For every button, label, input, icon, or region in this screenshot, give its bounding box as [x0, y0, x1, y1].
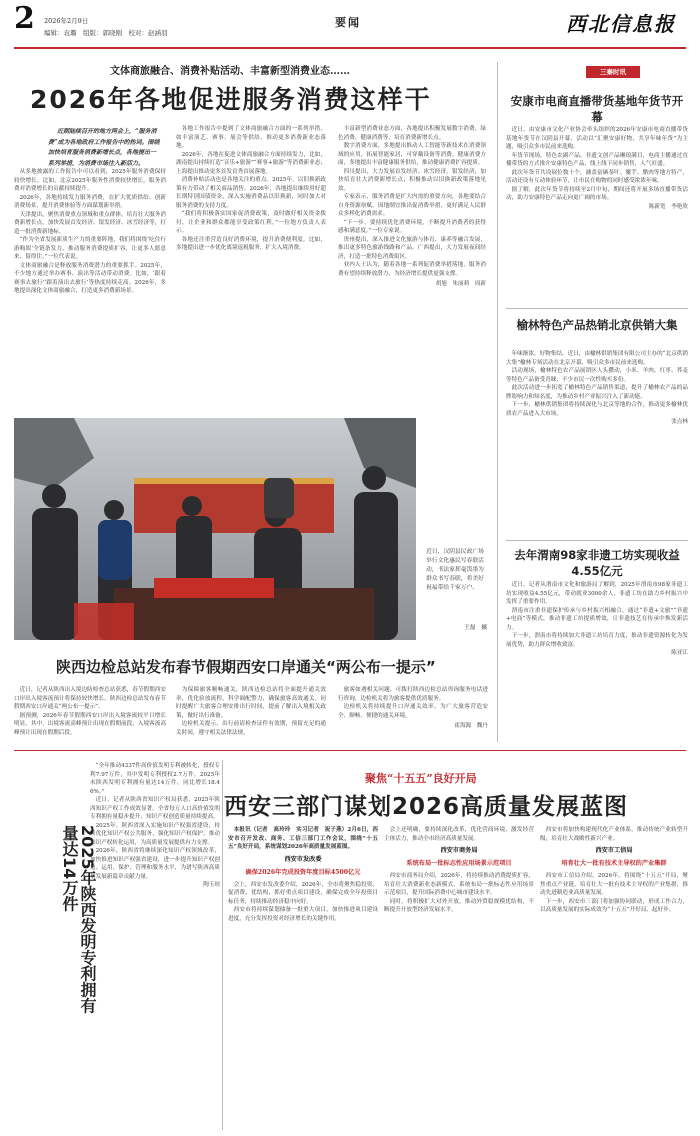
- paragraph: 四川提出，大力发展首发经济、冰雪经济、银发经济，加快培育壮大消费新增长点；积极推动以旧换新政策落地见效。: [338, 168, 486, 192]
- paragraph: 2026年，各地在促进文体商旅融合方面持续发力，比如，湖南提出持续打造“音乐+旅游”“赛事+旅游”等消费新业态；上海提出推动更多首发首秀首展落地。: [176, 151, 326, 175]
- calligraphy-event-photo: [14, 418, 416, 640]
- brief-divider: [506, 540, 688, 541]
- lead-byline: 胡旭 朱丽莉 周新: [435, 281, 486, 287]
- xian-kicker: 聚焦“十五五”良好开局: [365, 772, 477, 785]
- brief-2-body: [506, 350, 688, 427]
- sub-section-headline: 确保2026年完成投资年度目标4500亿元: [245, 868, 361, 876]
- xian-headline: 西安三部门谋划2026高质量发展蓝图: [224, 794, 629, 820]
- paragraph: 会上，西安市发改委介绍，2026年，全市将聚焦稳投资、促消费、优结构，抓好重点项目建设，确保完成全年投资目标任务，持续推动经济稳中向好。: [228, 881, 378, 905]
- paragraph: 据了解，此次年货节将持续至2月中旬，期间还将开展多场直播带货活动，助力安康特色产品走向更广阔的市场。: [506, 186, 688, 201]
- paragraph: 专家表示，服务消费是扩大内需的重要方向，各地要结合自身资源禀赋，因地制宜推出促消费举措，更好满足人民群众多样化消费需求。: [338, 194, 486, 217]
- paragraph: “全年推动4337件高价值发明专利被转化，授权专利7.97万件，其中发明专利授权2.7万件，2025年末陕西发明专利拥有量达14万件，同比增长18.46%。”: [90, 763, 220, 795]
- port-column-2: [176, 686, 326, 737]
- paragraph: 文体商旅融合是释放服务消费潜力的重要抓手。2025年，不少地方通过举办赛事、演出等活动带动消费。比如，‘跟着赛事去旅行’‘跟着演出去旅行’等热度持续走高。2026年，多地提出深化文体商旅融合，打造更多消费新场景。: [14, 262, 166, 294]
- paragraph: 近日，由安康市文化产业协会牵头组织的2026年安康市电商直播带货基地年货节在汉阴县开幕，活动以“汇聚安康好物，共享年味年货”为主题，吸引众多市民前来选购。: [506, 127, 688, 150]
- lead-column-3: [338, 125, 486, 289]
- lead-kicker: 文体商旅融合、消费补贴活动、丰富新型消费业态……: [110, 66, 350, 77]
- brief-1-headline: 安康市电商直播带货基地年货节开幕: [510, 94, 684, 124]
- paragraph: 近日，记者从陕西省知识产权局获悉，2025年陕西知识产权工作成效显著。全省每万人口高价值发明专利拥有量稳步提升，知识产权创造质量持续提高。: [90, 797, 220, 820]
- port-headline: 陕西边检总站发布春节假期西安口岸通关“两公布一提示”: [56, 658, 436, 676]
- paragraph: 年货节现场，特色农副产品、非遗文创产品琳琅满目，电商主播通过直播带货的方式推介安康特色产品，线上线下同步销售，人气旺盛。: [506, 152, 688, 167]
- issue-date: 2026年2月9日: [44, 17, 89, 25]
- sub-section-headline: 培育壮大一批有技术主导权的产业集群: [561, 860, 667, 867]
- paragraph: 本报讯（记者 高玲玲 实习记者 祝子燕）2月6日，西安市召开发改、商务、工信三部门工作会议，围绕“十五五”良好开局，系统谋划2026年高质量发展蓝图。: [228, 827, 378, 850]
- sub-section-label: 西安市发改委: [284, 855, 322, 863]
- paragraph: 近日，记者从渭南市文化和旅游局了解到，2025年渭南市98家非遗工坊实现收益4.55亿元，带动就业3000余人，非遗工坊在助力乡村振兴中发挥了重要作用。: [506, 582, 688, 605]
- section-divider: [14, 750, 686, 751]
- paragraph: “我们将积极落实国家促消费政策，及时做好相关资金拨付，让企业和群众都能享受政策红利。”一位地方负责人表示。: [176, 211, 326, 234]
- paragraph: 2026年，陕西省将继续深化知识产权领域改革，加快推进知识产权强省建设，进一步提升知识产权创造、运用、保护、管理和服务水平，为谱写陕西高质量发展新篇章贡献力量。: [90, 848, 220, 880]
- sub-section-label: 西安市商务局: [440, 847, 478, 854]
- paragraph: 据预测，2026年春节假期西安口岸出入境客流较平日增长明显，其中，出境客流高峰预计出现在假期前段，入境客流高峰预计出现在假期后段。: [14, 712, 166, 736]
- brief-3-body: [506, 581, 688, 658]
- header-rule: [14, 47, 686, 49]
- brief-2-headline: 榆林特色产品热销北京供销大集: [516, 318, 678, 332]
- newspaper-logo: 西北信息报: [566, 12, 676, 36]
- paragraph: “下一步，要持续优化消费环境，不断提升消费者的获得感和满意度。”一位专家说。: [338, 219, 486, 234]
- paragraph: 旅客如遇相关问题，可拨打陕西边检总站咨询服务电话进行咨询，边检机关将为旅客提供优质服务。: [338, 687, 488, 702]
- column-divider: [497, 62, 498, 742]
- port-column-3: [338, 686, 488, 731]
- paragraph: 会上还明确，要持续深化改革，优化营商环境，激发经营主体活力，推动全市经济高质量发展。: [384, 827, 534, 842]
- brief-divider: [506, 308, 688, 309]
- xian-column-1: [228, 826, 378, 923]
- paragraph: 此次活动进一步拓宽了榆林特色产品销售渠道，提升了榆林农产品的品牌影响力和知名度，为推动乡村产业振兴注入了新动能。: [506, 385, 688, 400]
- paragraph: “作为全省发展新质生产力的重要阵地，我们将围绕‘吃住行游购娱’全链条发力，推动服务消费提质扩容，让更多人愿意来、留得住。”一位代表说。: [14, 237, 166, 260]
- lead-summary: 近期陆续召开的地方两会上，“服务消费”成为各地政府工作报告中的热词。围绕加快培育服务消费新增长点，各地提出一系列举措，为消费市场注入新活力。: [48, 128, 160, 167]
- paragraph: 边检机关提示，出行前请检查证件有效期，预留充足的通关时间，遵守相关法律法规。: [176, 721, 326, 736]
- lead-column-2: [176, 125, 326, 253]
- paragraph: 2026年，各地持续发力服务消费，在扩大优质供给、创新消费场景、提升消费体验等方面谋划新举措。: [14, 194, 166, 209]
- patent-byline: 陶玉琼: [203, 882, 220, 888]
- xian-column-2: [384, 826, 534, 915]
- brief-1-body: [506, 126, 688, 211]
- paragraph: 此次年货节共设展位数十个，涵盖富硒茶叶、魔芋、腊肉等地方特产，活动还设有互动体验环节，让市民在购物的同时感受浓浓年味。: [506, 169, 688, 184]
- paragraph: 业内人士认为，随着各地一系列促消费举措落地，服务消费有望持续释放潜力，为经济增长提供更强支撑。: [338, 262, 486, 277]
- paragraph: 数字消费方面，多地提出推动人工智能等新技术在消费领域的应用，拓展智能家居、可穿戴设备等消费。健康消费方面，多地提出丰富健康服务供给，推动健康消费扩容提质。: [338, 143, 486, 166]
- paragraph: 贵州提出，深入推进文化旅游与体育、康养等融合发展，推出更多特色旅游线路和产品。广西提出，大力发展夜间经济，打造一批特色消费街区。: [338, 236, 486, 260]
- paragraph: 消费补贴活动也是各地关注的重点。2025年，以旧换新政策有力带动了相关商品销售。2026年，各地提出继续用好超长期特别国债资金，深入实施消费品以旧换新，同时加大对服务消费的支持力度。: [176, 177, 326, 209]
- paragraph: 下一步，榆林供销集团将持续深化与北京等地的合作，推动更多榆林优质农产品进入大市场。: [506, 402, 688, 417]
- patent-headline: 2025年陕西发明专利拥有量达14万件: [60, 825, 97, 1014]
- page-number: 2: [14, 1, 35, 36]
- paragraph: 年味渐浓，好物集结。近日，由榆林供销集团有限公司主办的“北京供销大集”榆林专场活动在北京开幕，吸引众多市民前来选购。: [506, 351, 688, 366]
- sub-section-label: 西安市工信局: [595, 847, 633, 854]
- port-byline: 霍海源 魏丹: [454, 723, 488, 729]
- paragraph: 同时，将积极扩大对外开放，推动外贸稳规模优结构，不断提升开放型经济发展水平。: [384, 898, 534, 913]
- paragraph: 从多地披露的工作报告中可以看到，2025年服务消费保持较快增长。比如，北京2025年服务性消费较快增长，服务消费对消费增长的贡献持续提升。: [14, 169, 166, 192]
- brief-1-byline: 陈新宽 李艳欣: [648, 203, 688, 210]
- paragraph: 下一步，西安市三部门将加强协同联动，形成工作合力，以高质量发展的实际成效为“十五五”开好局、起好步。: [540, 898, 688, 913]
- port-column-1: [14, 686, 166, 737]
- brief-3-headline: 去年渭南98家非遗工坊实现收益4.55亿元: [514, 548, 680, 578]
- section-name: 要闻: [335, 16, 361, 29]
- paragraph: 2025年，陕西省深入实施知识产权强省建设，持续优化知识产权公共服务，强化知识产权保护，推动知识产权转化运用，为高质量发展提供有力支撑。: [90, 822, 220, 846]
- brief-2-byline: 张点林: [671, 419, 688, 425]
- paragraph: 近日，记者从陕西出入境边防检查总站获悉，春节假期西安口岸出入境客流预计将保持较快增长。陕西边检总站发布春节假期西安口岸通关“两公布一提示”。: [14, 687, 166, 710]
- paragraph: 各地工作报告中提到了文体商旅融合方面的一系列举措，如丰富演艺、赛事、展会等供给，推动更多消费新业态落地。: [176, 126, 326, 149]
- paragraph: 渭南市注重非遗保护传承与乡村振兴相融合，通过“非遗+文旅”“非遗+电商”等模式，推动非遗工坊提质增效，让非遗技艺在传承中焕发新活力。: [506, 607, 688, 631]
- paragraph: 天津提出，聚焦消费重点领域和重点群体，培育壮大服务消费新增长点，加快发展首发经济、银发经济、冰雪经济等，打造一批消费新地标。: [14, 211, 166, 235]
- paragraph: 活动现场，榆林特色农产品展销区人头攒动，小米、羊肉、红枣、荞麦等特色产品备受青睐，不少市民一次性购买多份。: [506, 368, 688, 383]
- photo-credit: 王磊 摄: [464, 625, 488, 631]
- paragraph: 为保障旅客顺畅通关，陕西边检总站将全面提升通关效率，优化验放流程，科学调配警力，确保旅客高效通关。同时提醒广大旅客合理安排出行时间，提前了解出入境相关政策，做好出行准备。: [176, 687, 326, 719]
- paragraph: 西安市将加快构建现代化产业体系，推动传统产业转型升级，培育壮大战略性新兴产业。: [540, 827, 688, 842]
- paragraph: 西安市商务局介绍，2026年，将持续推动消费提质扩容，培育壮大消费新业态新模式，系统布局一批标志性应用场景示范项目，提升国际消费中心城市建设水平。: [384, 873, 534, 896]
- paragraph: 丰富新型消费业态方面，各地提出积极发展数字消费、绿色消费、健康消费等，培育消费新增长点。: [338, 126, 486, 141]
- paragraph: 各地还注重营造良好消费环境，提升消费便利度。比如，多地提出进一步优化离境退税服务，扩大入境消费。: [176, 236, 326, 251]
- brief-3-byline: 陈亚江: [671, 650, 688, 656]
- paragraph: 边检机关将持续提升口岸通关效率，为广大旅客营造安全、顺畅、便捷的通关环境。: [338, 704, 488, 719]
- paragraph: 西安市将持续谋划储备一批重大项目，加快推进项目建设进度，充分发挥投资对经济增长的关键作用。: [228, 907, 378, 922]
- editor-credits: 编辑：袁璐 组版：郭晓刚 校对：赵涵羽: [44, 29, 168, 37]
- lead-headline: 2026年各地促进服务消费这样干: [30, 85, 432, 114]
- photo-caption: 近日，汉阴县民政广场举行文化惠民写春联活动，书法家挥毫泼墨为群众书写春联，将美好祝福带给千家万户。: [426, 549, 484, 591]
- xian-column-3: [540, 826, 688, 915]
- patent-body: [90, 762, 220, 890]
- paragraph: 西安市工信局介绍，2026年，将围绕“十五五”开局，聚焦重点产业链，培育壮大一批有技术主导权的产业集群，推动先进制造业高质量发展。: [540, 873, 688, 896]
- sub-section-headline: 系统布局一批标志性应用场景示范项目: [406, 860, 512, 867]
- news-brief-tag: 三秦时讯: [586, 66, 640, 78]
- paragraph: 下一步，渭南市将持续加大非遗工坊培育力度，推动非遗资源转化为发展优势，助力群众增收致富。: [506, 633, 688, 648]
- column-divider: [222, 760, 223, 1130]
- lead-column-1: [14, 168, 166, 296]
